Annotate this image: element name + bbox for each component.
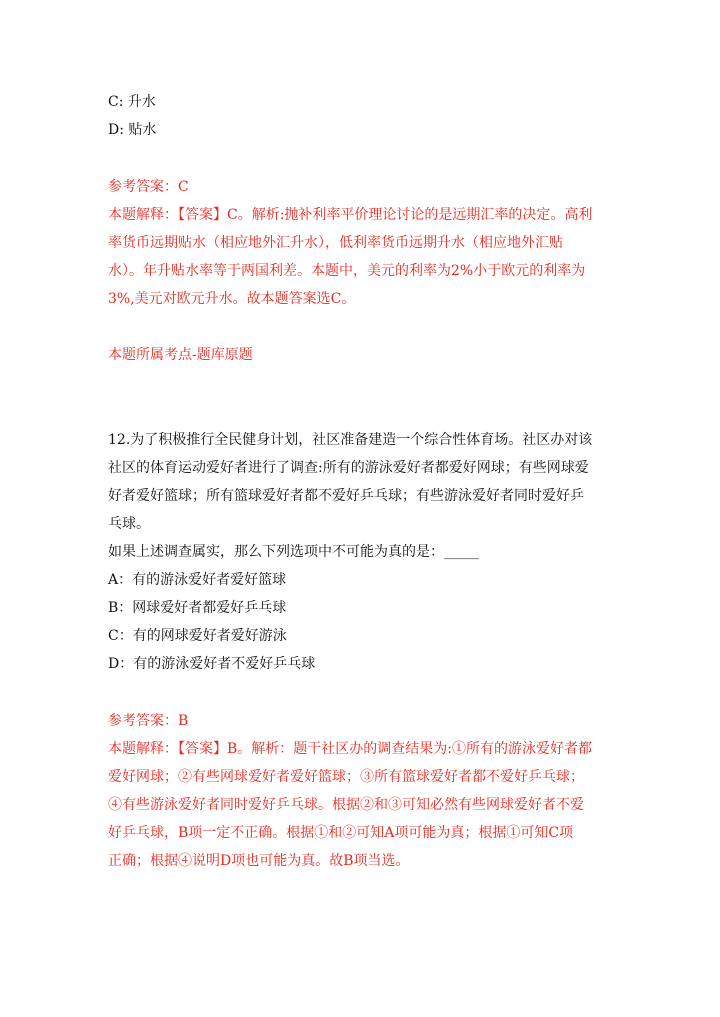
option-d-prev: D: 贴水 <box>108 122 157 138</box>
explanation-line-prev: 率货币远期贴水（相应地外汇升水），低利率货币远期升水（相应地外汇贴 <box>108 235 563 251</box>
explanation-line: 爱好网球；②有些网球爱好者爱好篮球；③所有篮球爱好者都不爱好乒乓球； <box>108 769 584 785</box>
question-stem-line: 12.为了积极推行全民健身计划，社区准备建造一个综合性体育场。社区办对该 <box>108 432 593 448</box>
option-a: A：有的游泳爱好者爱好篮球 <box>108 572 287 588</box>
explanation-line: 正确；根据④说明D项也可能为真。故B项当选。 <box>108 853 410 869</box>
option-c-prev: C: 升水 <box>108 94 156 110</box>
explanation-line-prev: 3%,美元对欧元升水。故本题答案选C。 <box>108 291 356 307</box>
question-stem-line: 社区的体育运动爱好者进行了调查:所有的游泳爱好者都爱好网球；有些网球爱 <box>108 460 589 476</box>
question-stem-line: 乓球。 <box>108 516 150 532</box>
question-prompt: 如果上述调查属实，那么下列选项中不可能为真的是：_____ <box>108 544 479 560</box>
explanation-line: ④有些游泳爱好者同时爱好乒乓球。根据②和③可知必然有些网球爱好者不爱 <box>108 797 584 813</box>
explanation-line-prev: 水）。年升贴水率等于两国利差。本题中，美元的利率为2%小于欧元的利率为 <box>108 263 586 279</box>
option-c: C：有的网球爱好者爱好游泳 <box>108 628 287 644</box>
answer-label-prev: 参考答案：C <box>108 179 189 195</box>
option-b: B：网球爱好者都爱好乒乓球 <box>108 600 287 616</box>
explanation-line: 本题解释：【答案】B。解析：题干社区办的调查结果为:①所有的游泳爱好者都 <box>108 741 593 757</box>
answer-label: 参考答案：B <box>108 713 189 729</box>
category-label: 本题所属考点-题库原题 <box>108 347 253 363</box>
option-d: D：有的游泳爱好者不爱好乒乓球 <box>108 656 316 672</box>
explanation-line-prev: 本题解释：【答案】C。解析:抛补利率平价理论讨论的是远期汇率的决定。高利 <box>108 207 593 223</box>
explanation-line: 好乒乓球，B项一定不正确。根据①和②可知A项可能为真；根据①可知C项 <box>108 825 574 841</box>
question-stem-line: 好者爱好篮球；所有篮球爱好者都不爱好乒乓球；有些游泳爱好者同时爱好乒 <box>108 488 584 504</box>
